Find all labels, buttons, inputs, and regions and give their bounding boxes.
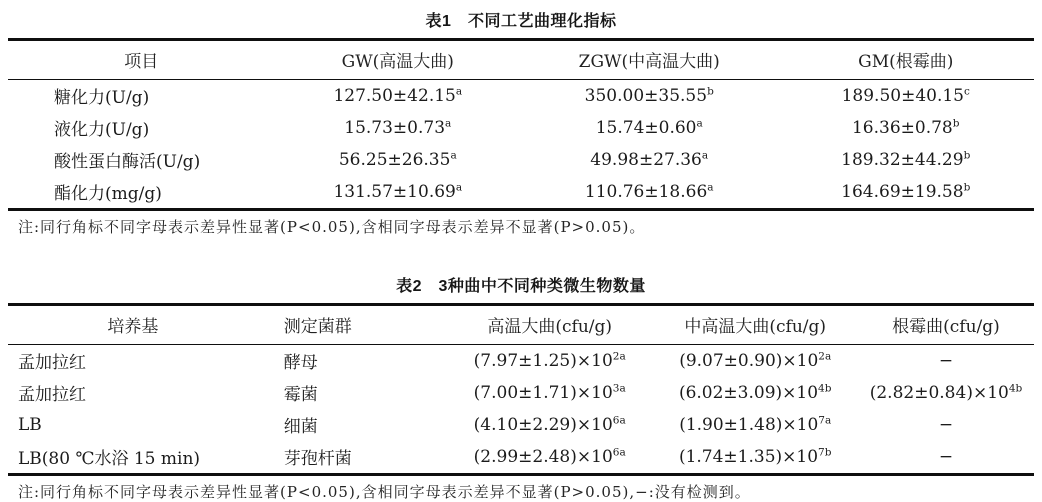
value-text: 110.76±18.66 <box>584 181 708 202</box>
significance-superscript: a <box>701 148 709 161</box>
value-text: 350.00±35.55 <box>584 85 708 106</box>
value-text: (6.02±3.09)×10 <box>678 382 819 403</box>
cell-value <box>447 441 653 475</box>
cell-value <box>652 345 858 378</box>
group-cell: 酵母 <box>283 353 318 373</box>
medium-cell: 孟加拉红 <box>18 385 86 405</box>
cell-value <box>521 80 778 113</box>
cell-value <box>275 176 521 210</box>
value-text: (9.07±0.90)×10 <box>679 350 819 371</box>
cell-value <box>858 409 1034 441</box>
table1-note: 注:同行角标不同字母表示差异性显著(P<0.05),含相同字母表示差异不显著(P>0.05)。 <box>18 218 646 236</box>
value-text: − <box>938 350 954 371</box>
value-text: (1.90±1.48)×10 <box>679 414 819 435</box>
table-row <box>8 144 1034 176</box>
value-text: 131.57±10.69 <box>333 181 456 202</box>
value-text: (7.97±1.25)×10 <box>473 350 613 371</box>
table2-col-header-medium: 培养基 <box>8 305 258 345</box>
significance-superscript: a <box>707 180 714 193</box>
row-label: 酯化力(mg/g) <box>54 184 162 204</box>
cell-value <box>447 377 653 409</box>
table-row <box>8 377 1034 409</box>
group-cell: 霉菌 <box>283 385 318 405</box>
significance-superscript: a <box>450 148 457 161</box>
value-text: 164.69±19.58 <box>841 181 964 202</box>
cell-value <box>275 112 521 144</box>
value-text: (2.82±0.84)×10 <box>869 382 1009 403</box>
section-spacer <box>8 237 1034 269</box>
cell-value <box>652 409 858 441</box>
cell-value <box>447 409 653 441</box>
table2-col-header-group: 测定菌群 <box>258 305 447 345</box>
value-text: 16.36±0.78 <box>851 117 953 138</box>
row-label: 酸性蛋白酶活(U/g) <box>54 152 201 172</box>
table1-header-row <box>8 40 1034 80</box>
group-cell: 芽孢杆菌 <box>283 449 352 469</box>
exponent-superscript: 7b <box>818 445 832 458</box>
table1-section <box>8 8 1034 237</box>
table-row <box>8 345 1034 378</box>
cell-value <box>858 377 1034 409</box>
value-text: 15.73±0.73 <box>344 117 446 138</box>
table1-title: 表1 不同工艺曲理化指标 <box>425 13 617 30</box>
exponent-superscript: 6a <box>612 413 626 426</box>
cell-value <box>858 441 1034 475</box>
cell-value <box>521 176 778 210</box>
significance-superscript: c <box>964 84 970 97</box>
table2-col-header-gaowen: 高温大曲(cfu/g) <box>447 305 653 345</box>
table-row <box>8 80 1034 113</box>
cell-value <box>777 144 1034 176</box>
significance-superscript: a <box>455 180 463 193</box>
row-label: 液化力(U/g) <box>54 120 150 140</box>
exponent-superscript: 4b <box>818 381 832 394</box>
exponent-superscript: 2a <box>612 349 626 362</box>
table1-col-header-zgw: ZGW(中高温大曲) <box>521 40 778 80</box>
cell-value <box>275 80 521 113</box>
cell-value <box>652 377 858 409</box>
significance-superscript: a <box>696 116 703 129</box>
value-text: (4.10±2.29)×10 <box>473 414 613 435</box>
table1 <box>8 38 1034 211</box>
cell-value <box>777 176 1034 210</box>
table2 <box>8 303 1034 476</box>
group-cell: 细菌 <box>283 417 318 437</box>
cell-value <box>521 144 778 176</box>
value-text: (2.99±2.48)×10 <box>473 446 613 467</box>
medium-cell: LB <box>18 414 42 435</box>
table-row <box>8 112 1034 144</box>
table2-section <box>8 273 1034 502</box>
medium-cell: 孟加拉红 <box>18 353 86 373</box>
significance-superscript: b <box>963 180 971 193</box>
value-text: 189.50±40.15 <box>841 85 964 106</box>
table-row <box>8 441 1034 475</box>
exponent-superscript: 2a <box>818 349 832 362</box>
table-row <box>8 176 1034 210</box>
cell-value <box>652 441 858 475</box>
exponent-superscript: 6a <box>612 445 626 458</box>
table2-title: 表2 3种曲中不同种类微生物数量 <box>396 278 646 295</box>
exponent-superscript: 3a <box>612 381 626 394</box>
table2-header-row <box>8 305 1034 345</box>
value-text: 15.74±0.60 <box>595 117 697 138</box>
cell-value <box>777 112 1034 144</box>
table1-col-header-gm: GM(根霉曲) <box>777 40 1034 80</box>
significance-superscript: b <box>707 84 714 97</box>
cell-value <box>521 112 778 144</box>
value-text: − <box>938 446 954 467</box>
table2-col-header-zhonggaowen: 中高温大曲(cfu/g) <box>652 305 858 345</box>
significance-superscript: b <box>963 148 971 161</box>
table2-note: 注:同行角标不同字母表示差异性显著(P<0.05),含相同字母表示差异不显著(P>0.05),−:没有检测到。 <box>18 483 751 501</box>
significance-superscript: a <box>445 116 452 129</box>
table2-col-header-genmei: 根霉曲(cfu/g) <box>858 305 1034 345</box>
cell-value <box>447 345 653 378</box>
value-text: 189.32±44.29 <box>841 149 964 170</box>
exponent-superscript: 7a <box>818 413 832 426</box>
value-text: (1.74±1.35)×10 <box>678 446 819 467</box>
row-label: 糖化力(U/g) <box>54 88 150 108</box>
table-row <box>8 409 1034 441</box>
exponent-superscript: 4b <box>1008 381 1023 394</box>
cell-value <box>275 144 521 176</box>
medium-cell: LB(80 ℃水浴 15 min) <box>18 449 201 469</box>
table1-col-header-item: 项目 <box>8 40 275 80</box>
value-text: 127.50±42.15 <box>333 85 456 106</box>
value-text: − <box>938 414 954 435</box>
value-text: (7.00±1.71)×10 <box>473 382 613 403</box>
cell-value <box>777 80 1034 113</box>
significance-superscript: b <box>952 116 960 129</box>
value-text: 56.25±26.35 <box>338 149 451 170</box>
table1-col-header-gw: GW(高温大曲) <box>275 40 521 80</box>
significance-superscript: a <box>455 84 463 97</box>
value-text: 49.98±27.36 <box>590 149 702 170</box>
cell-value <box>858 345 1034 378</box>
